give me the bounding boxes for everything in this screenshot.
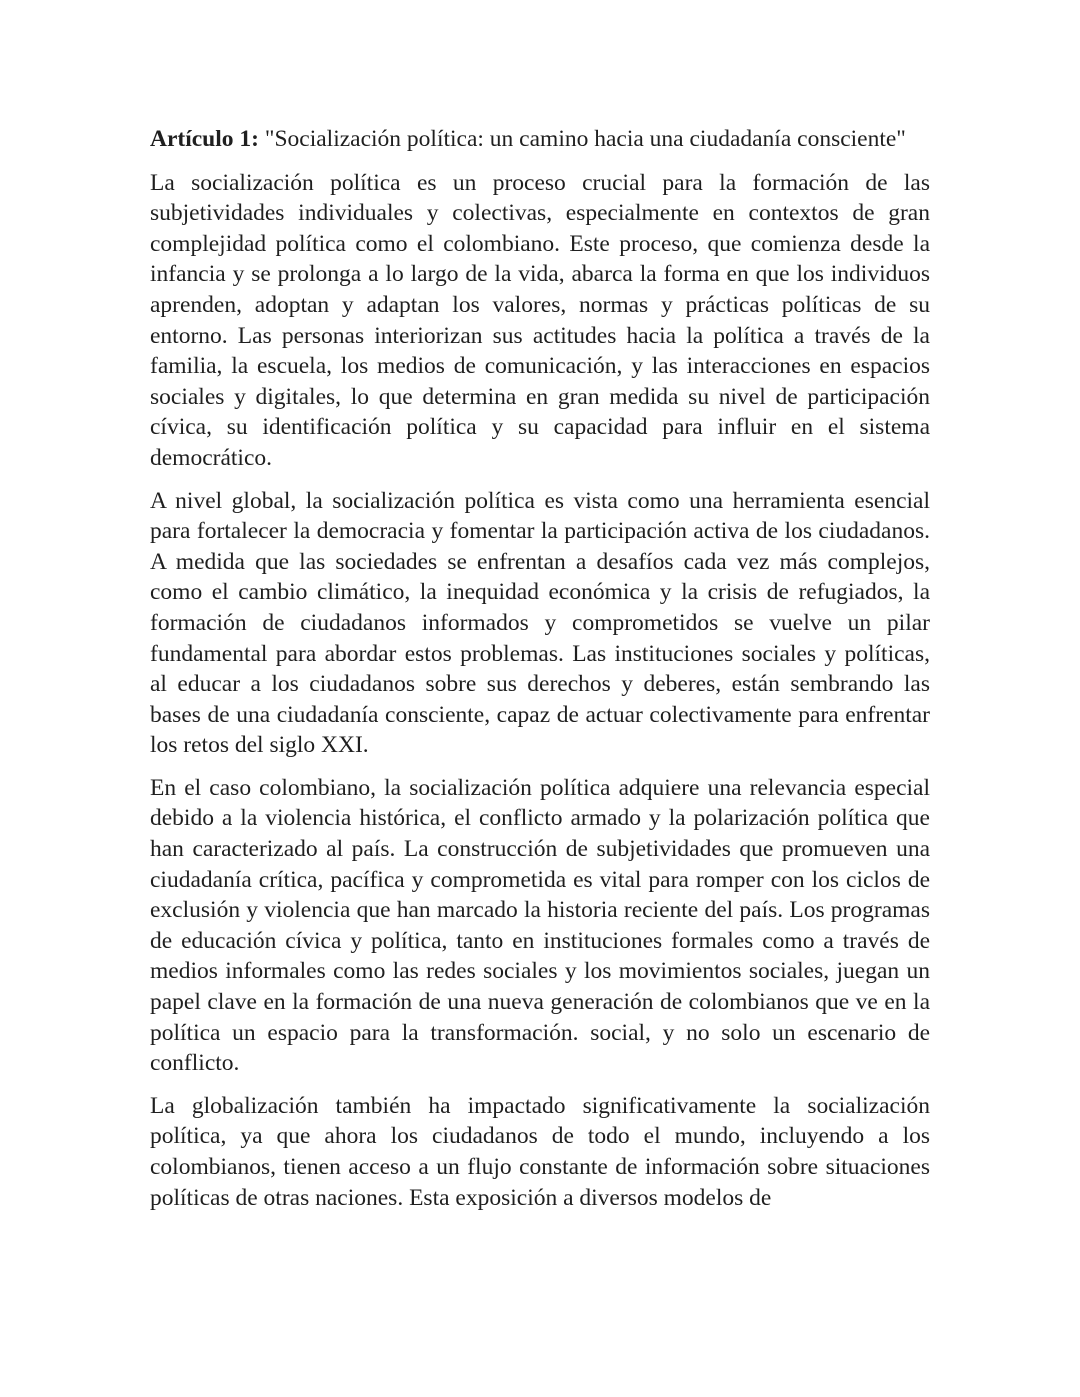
paragraph-3: En el caso colombiano, la socialización política adquiere una relevancia especial debido a la violencia histórica, el conflicto armado y la polarización política que han caracterizado al país. La construcción de subjetividades que promueven una ciudadanía crítica, pacífica y comprometida es vital para romper con los ciclos de exclusión y violencia que han marcado la historia reciente del país. Los programas de educación cívica y política, tanto en instituciones formales como a través de medios informales como las redes sociales y los movimientos sociales, juegan un papel clave en la formación de una nueva generación de colombianos que ve en la política un espacio para la transformación. social, y no solo un escenario de conflicto. — [150, 774, 930, 1077]
document-page — [150, 124, 930, 1225]
paragraph-1: La socialización política es un proceso crucial para la formación de las subjetividades individuales y colectivas, especialmente en contextos de gran complejidad política como el colombiano. Este proceso, que comienza desde la infancia y se prolonga a lo largo de la vida, abarca la forma en que los individuos aprenden, adoptan y adaptan los valores, normas y prácticas políticas de su entorno. Las personas interiorizan sus actitudes hacia la política a través de la familia, la escuela, los medios de comunicación, y las interacciones en espacios sociales y digitales, lo que determina en gran medida su nivel de participación cívica, su identificación política y su capacidad para influir en el sistema democrático. — [150, 169, 930, 471]
article-label: Artículo 1: — [150, 126, 259, 152]
paragraph-2: A nivel global, la socialización política es vista como una herramienta esencial para fortalecer la democracia y fomentar la participación activa de los ciudadanos. A medida que las sociedades se enfrentan a desafíos cada vez más complejos, como el cambio climático, la inequidad económica y la crisis de refugiados, la formación de ciudadanos informados y comprometidos se vuelve un pilar fundamental para abordar estos problemas. Las instituciones sociales y políticas, al educar a los ciudadanos sobre sus derechos y deberes, están sembrando las bases de una ciudadanía consciente, capaz de actuar colectivamente para enfrentar los retos del siglo XXI. — [150, 487, 930, 759]
article-heading — [150, 124, 930, 155]
paragraph-4: La globalización también ha impactado significativamente la socialización política, ya que ahora los ciudadanos de todo el mundo, incluyendo a los colombianos, tienen acceso a un flujo constante de información sobre situaciones políticas de otras naciones. Esta exposición a diversos modelos de — [150, 1092, 930, 1211]
article-title: "Socialización política: un camino hacia una ciudadanía consciente" — [259, 126, 906, 152]
